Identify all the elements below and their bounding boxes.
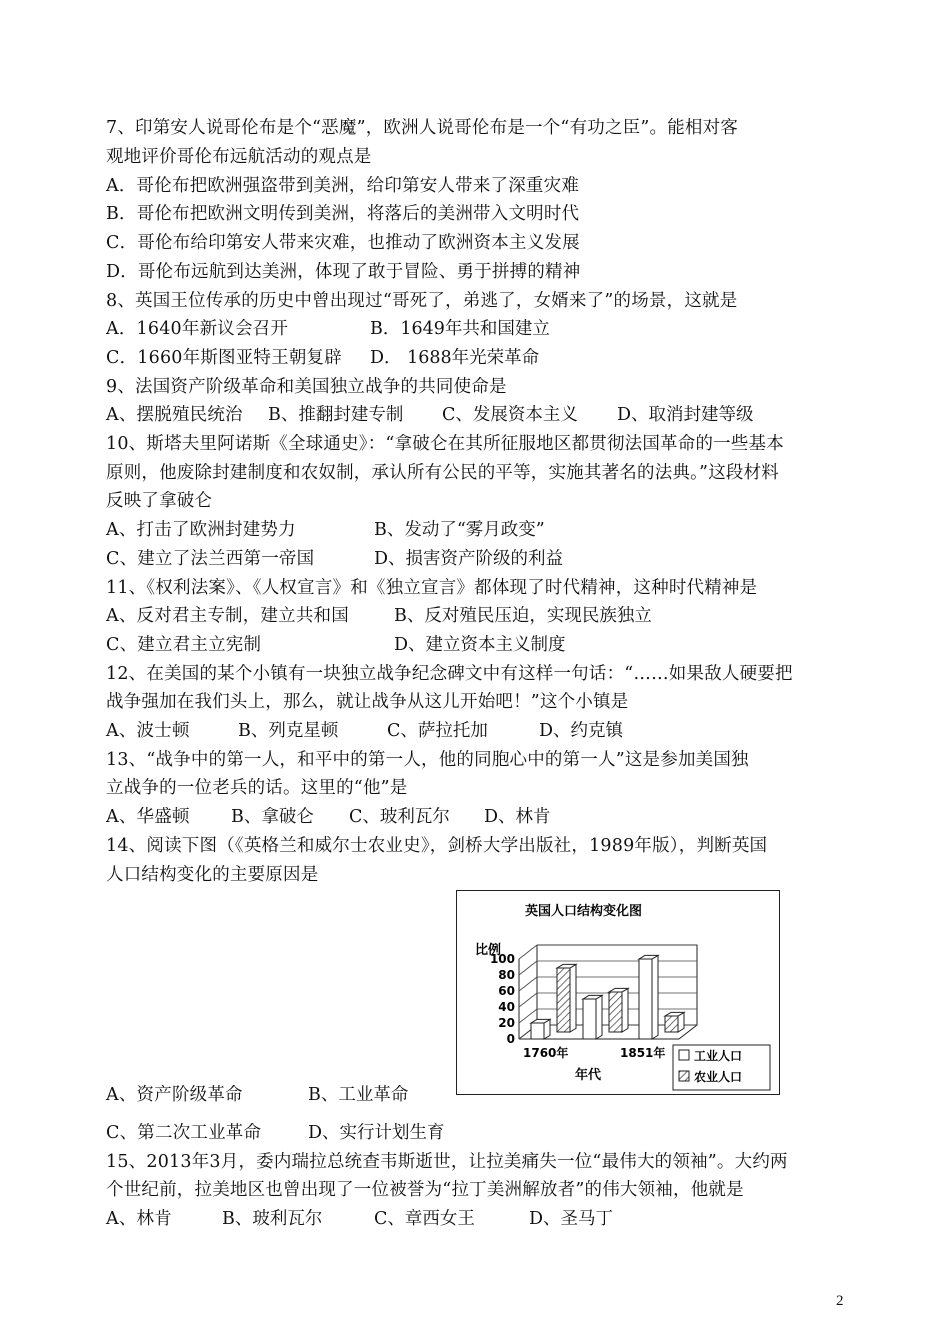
gridline-diag-60 [519, 977, 537, 991]
page-number: 2 [836, 1293, 844, 1309]
q7-line-2: 观地评价哥伦布远航活动的观点是 [106, 147, 372, 167]
q9-option-a: A、摆脱殖民统治 [106, 405, 243, 425]
bar-agriculture-0 [557, 968, 570, 1032]
chart-title: 英国人口结构变化图 [525, 904, 643, 919]
q12-option-b: B、列克星顿 [238, 721, 339, 741]
q9-option-d: D、取消封建等级 [617, 405, 754, 425]
y-tick-0: 0 [506, 1032, 515, 1046]
q15-option-c: C、章西女王 [374, 1209, 475, 1229]
q7-option-d: D．哥伦布远航到达美洲，体现了敢于冒险、勇于拼搏的精神 [106, 262, 581, 282]
bar-agriculture-1-side [622, 988, 628, 1032]
chart-legend [673, 1045, 770, 1090]
q15-option-b: B、玻利瓦尔 [222, 1209, 323, 1229]
bar-industry-1-side [596, 995, 602, 1039]
chart-svg [457, 891, 779, 1094]
chart-y-label: 比例 [475, 943, 502, 958]
q14-line-2: 人口结构变化的主要原因是 [106, 865, 319, 885]
q10-line-1: 10、斯塔夫里阿诺斯《全球通史》：“拿破仑在其所征服地区都贯彻法国革命的一些基本 [106, 434, 784, 454]
q13-option-c: C、玻利瓦尔 [349, 807, 450, 827]
chart-x-label: 年代 [575, 1068, 602, 1083]
q12-line-2: 战争强加在我们头上，那么，就让战争从这儿开始吧！”这个小镇是 [106, 692, 629, 712]
population-structure-chart [456, 890, 780, 1095]
q14-option-c: C、第二次工业革命 [106, 1123, 262, 1143]
q8-option-c: C．1660年斯图亚特王朝复辟 [106, 348, 342, 368]
legend-label-industry: 工业人口 [694, 1049, 743, 1063]
q10-line-3: 反映了拿破仑 [106, 491, 213, 511]
bar-industry-0 [531, 1023, 544, 1039]
q7-option-c: C．哥伦布给印第安人带来灾难，也推动了欧洲资本主义发展 [106, 233, 580, 253]
chart-y-ticks [490, 952, 515, 1046]
legend-label-agriculture: 农业人口 [694, 1070, 743, 1084]
q12-line-1: 12、在美国的某个小镇有一块独立战争纪念碑文中有这样一句话：“……如果敌人硬要把 [106, 664, 793, 684]
q7-option-b: B．哥伦布把欧洲文明传到美洲，将落后的美洲带入文明时代 [106, 204, 580, 224]
q13-option-d: D、林肯 [484, 807, 551, 827]
gridline-diag-80 [519, 961, 537, 975]
y-tick-20: 20 [498, 1016, 515, 1030]
legend-swatch-agriculture [679, 1071, 689, 1081]
q8-option-d: D． 1688年光荣革命 [370, 348, 540, 368]
q11-option-a: A、反对君主专制，建立共和国 [106, 606, 349, 626]
chart-bars [531, 955, 684, 1039]
gridline-diag-40 [519, 993, 537, 1007]
q10-option-b: B、发动了“雾月政变” [374, 520, 545, 540]
q7-line-1: 7、印第安人说哥伦布是个“恶魔”，欧洲人说哥伦布是一个“有功之臣”。能相对客 [106, 118, 739, 138]
q14-line-1: 14、阅读下图（《英格兰和威尔士农业史》，剑桥大学出版社，1989年版），判断英国 [106, 836, 768, 856]
q10-line-2: 原则，他废除封建制度和农奴制，承认所有公民的平等，实施其著名的法典。”这段材料 [106, 463, 779, 483]
q14-option-a: A、资产阶级革命 [106, 1085, 243, 1105]
y-tick-80: 80 [498, 968, 515, 982]
q10-option-d: D、损害资产阶级的利益 [374, 549, 564, 569]
bar-industry-2 [639, 959, 652, 1039]
q12-option-c: C、萨拉托加 [387, 721, 488, 741]
q8-option-a: A．1640年新议会召开 [106, 319, 289, 339]
q15-option-a: A、林肯 [106, 1209, 172, 1229]
bar-industry-2-side [652, 955, 658, 1039]
bar-agriculture-2 [665, 1016, 678, 1032]
q10-option-a: A、打击了欧洲封建势力 [106, 520, 296, 540]
bar-agriculture-0-side [570, 964, 576, 1032]
q9-line-1: 9、法国资产阶级革命和美国独立战争的共同使命是 [106, 377, 507, 397]
q11-option-c: C、建立君主立宪制 [106, 635, 262, 655]
q12-option-d: D、约克镇 [539, 721, 624, 741]
q14-option-b: B、工业革命 [308, 1085, 409, 1105]
q10-option-c: C、建立了法兰西第一帝国 [106, 549, 315, 569]
q8-option-b: B．1649年共和国建立 [370, 319, 550, 339]
chart-x-tick-1760: 1760年 [523, 1046, 569, 1060]
y-tick-40: 40 [498, 1000, 515, 1014]
gridline-diag-100 [519, 945, 537, 959]
q11-option-d: D、建立资本主义制度 [394, 635, 566, 655]
chart-x-tick-1851: 1851年 [620, 1046, 666, 1060]
q8-line-1: 8、英国王位传承的历史中曾出现过“哥死了，弟逃了，女婿来了”的场景，这就是 [106, 291, 738, 311]
y-tick-100: 100 [489, 952, 515, 966]
bar-agriculture-1 [609, 992, 622, 1032]
q11-option-b: B、反对殖民压迫，实现民族独立 [394, 606, 652, 626]
q11-line-1: 11、《权利法案》、《人权宣言》和《独立宣言》都体现了时代精神，这种时代精神是 [106, 578, 758, 598]
q15-line-2: 个世纪前，拉美地区也曾出现了一位被誉为“拉丁美洲解放者”的伟大领袖，他就是 [106, 1180, 744, 1200]
q12-option-a: A、波士顿 [106, 721, 190, 741]
q13-line-1: 13、“战争中的第一人，和平中的第一人，他的同胞心中的第一人”这是参加美国独 [106, 750, 749, 770]
y-tick-60: 60 [498, 984, 515, 998]
bar-industry-1 [583, 999, 596, 1039]
q14-option-d: D、实行计划生育 [308, 1123, 445, 1143]
legend-swatch-industry [679, 1050, 689, 1060]
q9-option-c: C、发展资本主义 [442, 405, 578, 425]
q7-option-a: A．哥伦布把欧洲强盗带到美洲，给印第安人带来了深重灾难 [106, 176, 580, 196]
q15-option-d: D、圣马丁 [529, 1209, 614, 1229]
q13-line-2: 立战争的一位老兵的话。这里的“他”是 [106, 778, 408, 798]
q13-option-b: B、拿破仑 [231, 807, 314, 827]
q13-option-a: A、华盛顿 [106, 807, 190, 827]
q15-line-1: 15、2013年3月，委内瑞拉总统查韦斯逝世，让拉美痛失一位“最伟大的领袖”。大约两 [106, 1152, 788, 1172]
q9-option-b: B、推翻封建专制 [268, 405, 404, 425]
